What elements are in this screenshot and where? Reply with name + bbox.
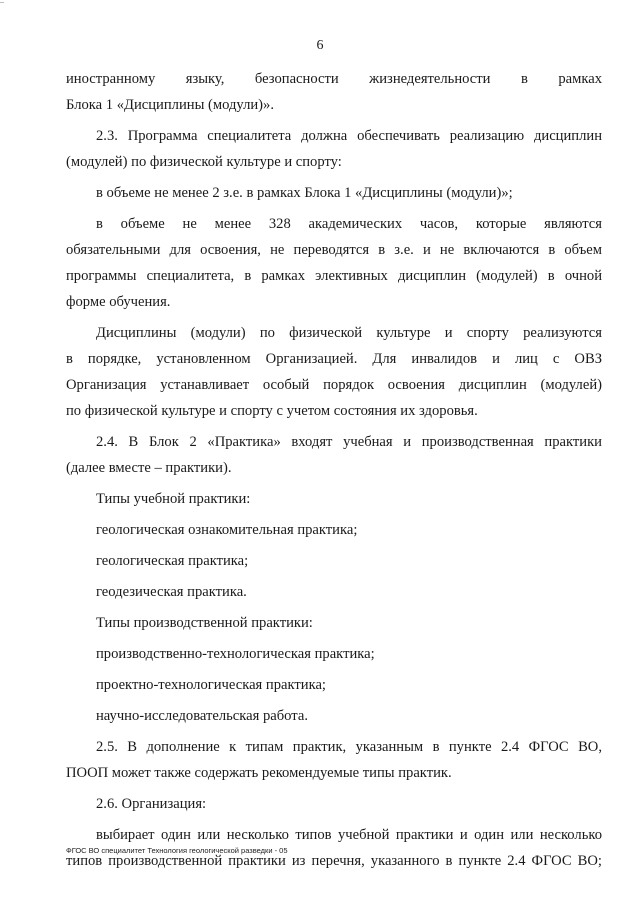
text-line: ПООП может также содержать рекомендуемые типы практик. <box>66 765 452 781</box>
text-line: в объеме не менее 328 академических часов, которые являются <box>96 216 602 232</box>
text-line: форме обучения. <box>66 294 171 310</box>
page-number: 6 <box>316 38 324 53</box>
text-line: (модулей) по физической культуре и спорту: <box>66 154 342 170</box>
text-line: геодезическая практика. <box>96 584 247 600</box>
text-line: 2.6. Организация: <box>96 796 207 812</box>
text-line: геологическая ознакомительная практика; <box>96 522 358 538</box>
text-line: производственно-технологическая практика; <box>96 646 375 662</box>
text-line: Типы производственной практики: <box>96 615 313 631</box>
text-line: иностранному языку, безопасности жизнедеятельности в рамках <box>66 71 602 87</box>
text-line: Блока 1 «Дисциплины (модули)». <box>66 97 274 113</box>
text-line: геологическая практика; <box>96 553 249 569</box>
text-line: 2.5. В дополнение к типам практик, указанным в пункте 2.4 ФГОС ВО, <box>96 739 602 755</box>
text-line: 2.4. В Блок 2 «Практика» входят учебная и производственная практики <box>96 434 602 450</box>
scan-corner-mark: -- <box>0 0 4 6</box>
text-line: научно-исследовательская работа. <box>96 708 308 724</box>
text-line: 2.3. Программа специалитета должна обеспечивать реализацию дисциплин <box>96 128 602 144</box>
text-line: в порядке, установленном Организацией. Для инвалидов и лиц с ОВЗ <box>66 351 602 367</box>
text-line: Типы учебной практики: <box>96 491 251 507</box>
text-line: проектно-технологическая практика; <box>96 677 326 693</box>
text-line: Организация устанавливает особый порядок освоения дисциплин (модулей) <box>66 377 602 393</box>
text-line: по физической культуре и спорту с учетом состояния их здоровья. <box>66 403 478 419</box>
text-line: выбирает один или несколько типов учебной практики и один или несколько <box>96 827 602 843</box>
text-line: программы специалитета, в рамках элективных дисциплин (модулей) в очной <box>66 268 602 284</box>
text-line: (далее вместе – практики). <box>66 460 232 476</box>
page-footer: ФГОС ВО специалитет Технология геологической разведки - 05 <box>66 846 288 855</box>
text-line: обязательными для освоения, не переводятся в з.е. и не включаются в объем <box>66 242 602 258</box>
document-body <box>66 66 602 874</box>
text-line: Дисциплины (модули) по физической культуре и спорту реализуются <box>96 325 602 341</box>
text-line: типов производственной практики из перечня, указанного в пункте 2.4 ФГОС ВО; <box>66 853 602 869</box>
text-line: в объеме не менее 2 з.е. в рамках Блока 1 «Дисциплины (модули)»; <box>96 185 513 201</box>
